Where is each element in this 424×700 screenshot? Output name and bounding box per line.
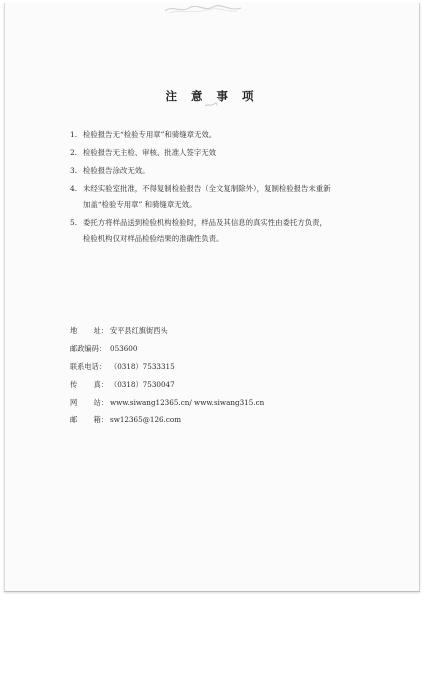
contact-value: （0318）7530047 [110, 379, 175, 389]
contact-label [70, 415, 108, 425]
label-char: 邮 [70, 415, 78, 425]
contact-label [70, 326, 108, 336]
notice-item [70, 130, 390, 140]
notice-number: 4. [70, 184, 78, 193]
notice-item [70, 166, 390, 176]
notice-list [70, 130, 390, 252]
notice-number: 1. [70, 130, 78, 139]
contact-info [70, 326, 330, 433]
label-char: 箱： [93, 415, 108, 425]
contact-row-website [70, 398, 330, 408]
contact-value: （0318）7533315 [110, 361, 175, 371]
notice-text: 检验报告无主检、审核、批准人签字无效 [83, 148, 217, 157]
notice-text: 未经实验室批准，不得复制检验报告（全文复制除外），复制检验报告未重新 [83, 184, 331, 193]
notice-text: 检验报告涂改无效。 [83, 166, 150, 175]
contact-value: 安平县红旗街西头 [110, 326, 168, 335]
notice-item [70, 184, 390, 210]
notice-number: 5. [70, 218, 78, 227]
contact-value: www.siwang12365.cn/ www.siwang315.cn [110, 397, 265, 407]
label-char: 传 [70, 379, 78, 389]
label-char: 址： [93, 326, 108, 335]
notice-text: 加盖“检验专用章” 和骑缝章无效。 [83, 200, 197, 209]
notice-text: 检验机构仅对样品检验结果的准确性负责。 [83, 234, 224, 243]
contact-label [70, 398, 108, 408]
label-char: 地 [70, 326, 78, 335]
notice-number: 2. [70, 148, 78, 157]
contact-label [70, 380, 108, 390]
notice-item [70, 148, 390, 158]
notice-text: 检验报告无“检验专用章”和骑缝章无效。 [83, 130, 217, 139]
scan-mark [204, 102, 218, 108]
contact-row-email [70, 415, 330, 425]
label-char: 真： [93, 379, 108, 389]
contact-row-postcode [70, 344, 330, 354]
page-title: 注 意 事 项 [165, 89, 259, 103]
notice-item [70, 218, 390, 244]
label-char: 网 [70, 397, 78, 407]
label-char: 站： [93, 397, 108, 407]
contact-row-fax [70, 380, 330, 390]
notice-number: 3. [70, 166, 78, 175]
contact-label: 联系电话： [70, 361, 106, 371]
contact-value: sw12365@126.com [110, 415, 182, 425]
contact-label: 邮政编码： [70, 343, 106, 353]
contact-row-address [70, 326, 330, 336]
contact-value: 053600 [110, 343, 138, 353]
notice-text: 委托方将样品送到检验机构检验时，样品及其信息的真实性由委托方负责， [83, 218, 327, 227]
scan-smudge [163, 3, 243, 15]
contact-row-phone [70, 362, 330, 372]
